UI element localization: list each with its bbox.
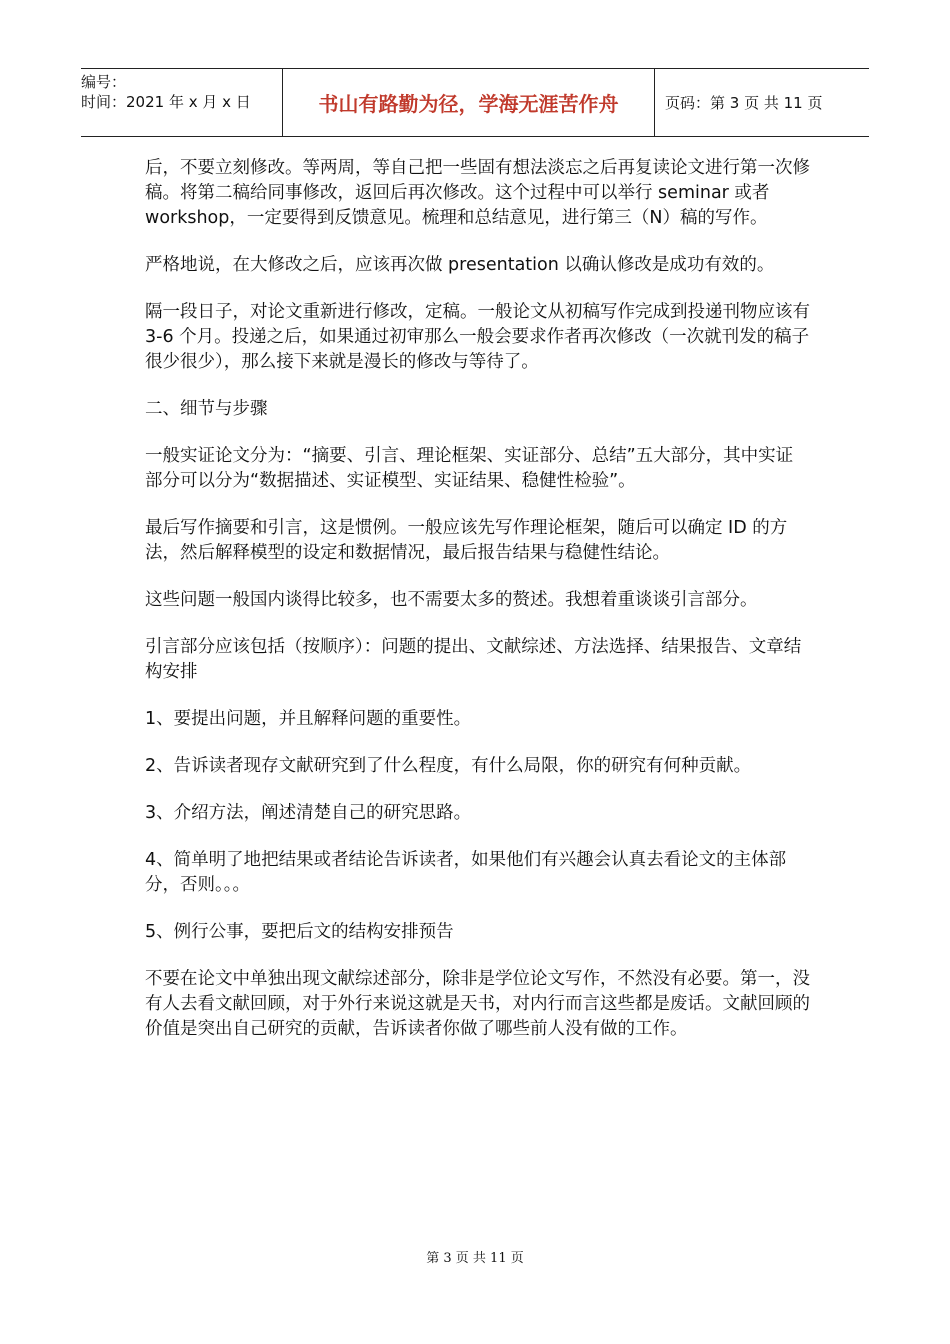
page-footer: 第 3 页 共 11 页 xyxy=(426,1251,524,1266)
list-item: 5、例行公事，要把后文的结构安排预告 xyxy=(145,922,454,942)
header-motto: 书山有路勤为径，学海无涯苦作舟 xyxy=(282,69,655,136)
paragraph: 一般实证论文分为：“摘要、引言、理论框架、实证部分、总结”五大部分，其中实证部分可以分为“数据描述、实证模型、实证结果、稳健性检验”。 xyxy=(145,446,794,491)
list-item: 1、要提出问题，并且解释问题的重要性。 xyxy=(145,709,472,729)
paragraph: 严格地说，在大修改之后，应该再次做 presentation 以确认修改是成功有效的。 xyxy=(145,255,775,275)
section-heading: 二、细节与步骤 xyxy=(145,399,268,419)
list-item: 4、简单明了地把结果或者结论告诉读者，如果他们有兴趣会认真去看论文的主体部分，否则。。。 xyxy=(145,850,787,895)
paragraph: 这些问题一般国内谈得比较多，也不需要太多的赘述。我想着重谈谈引言部分。 xyxy=(145,590,758,610)
paragraph: 最后写作摘要和引言，这是惯例。一般应该先写作理论框架，随后可以确定 ID 的方法，然后解释模型的设定和数据情况，最后报告结果与稳健性结论。 xyxy=(145,518,788,563)
document-body xyxy=(145,156,810,1064)
page-header xyxy=(81,68,869,137)
header-page-info: 页码：第 3 页 共 11 页 xyxy=(665,94,823,112)
header-meta xyxy=(81,69,282,136)
paragraph: 后，不要立刻修改。等两周，等自己把一些固有想法淡忘之后再复读论文进行第一次修稿。将第二稿给同事修改，返回后再次修改。这个过程中可以举行 seminar 或者 workshop，一定要得到反馈意见。梳理和总结意见，进行第三（N）稿的写作。 xyxy=(145,158,810,228)
paragraph: 引言部分应该包括（按顺序）：问题的提出、文献综述、方法选择、结果报告、文章结构安排 xyxy=(145,637,802,682)
list-item: 3、介绍方法，阐述清楚自己的研究思路。 xyxy=(145,803,472,823)
paragraph: 隔一段日子，对论文重新进行修改，定稿。一般论文从初稿写作完成到投递刊物应该有 3-6 个月。投递之后，如果通过初审那么一般会要求作者再次修改（一次就刊发的稿子很少很少），那么接下来就是漫长的修改与等待了。 xyxy=(145,302,810,372)
paragraph: 不要在论文中单独出现文献综述部分，除非是学位论文写作，不然没有必要。第一，没有人去看文献回顾，对于外行来说这就是天书，对内行而言这些都是废话。文献回顾的价值是突出自己研究的贡献，告诉读者你做了哪些前人没有做的工作。 xyxy=(145,969,810,1039)
document-date: 时间：2021 年 x 月 x 日 xyxy=(81,93,251,111)
document-number-label: 编号： xyxy=(81,73,127,91)
list-item: 2、告诉读者现存文献研究到了什么程度，有什么局限，你的研究有何种贡献。 xyxy=(145,756,752,776)
